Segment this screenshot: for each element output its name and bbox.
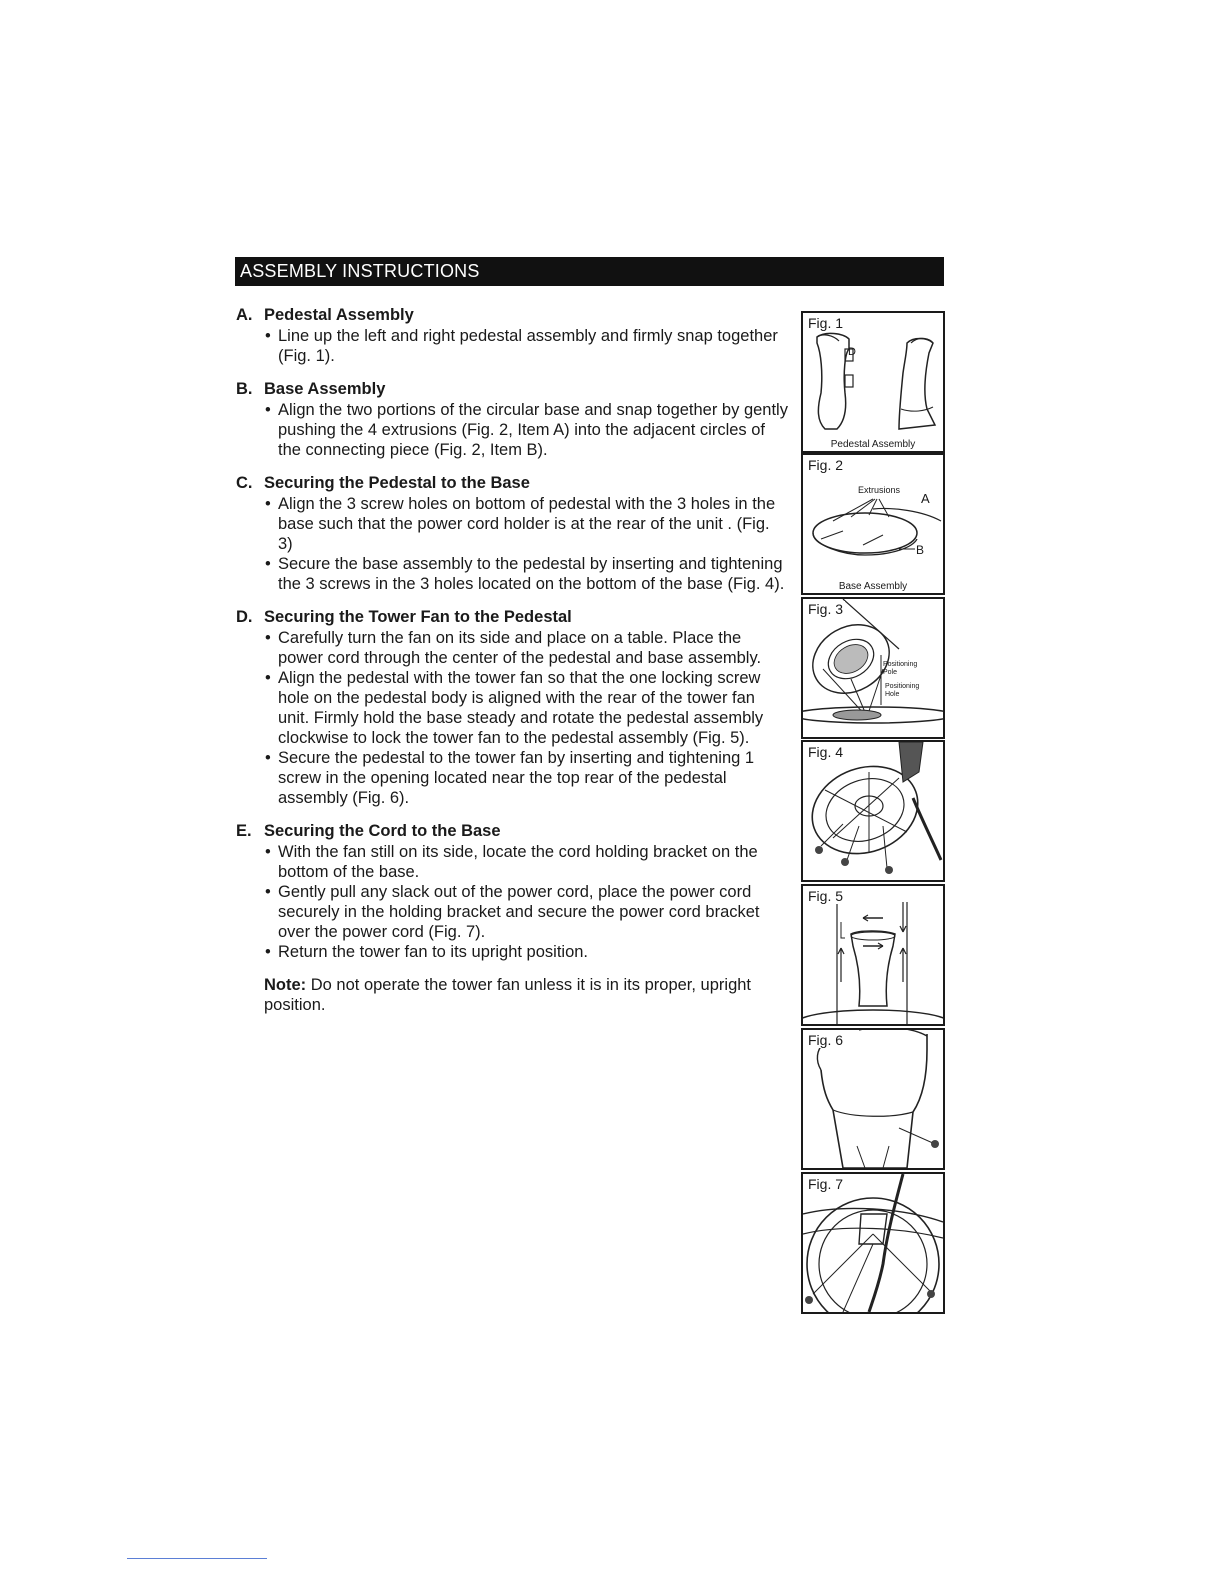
section-letter: B.: [236, 380, 253, 398]
cord-bracket-illustration: [803, 1174, 943, 1312]
figure-6: [801, 1028, 945, 1170]
instruction-item: • Gently pull any slack out of the power cord, place the power cord securely in the holding bracket and secure the power cord bracket over the power cord (Fig. 7).: [264, 882, 788, 942]
figure-5: [801, 884, 945, 1026]
screws-illustration: [803, 742, 943, 880]
figure-3: [801, 597, 945, 739]
section-heading: Securing the Cord to the Base: [264, 822, 501, 840]
section-letter: C.: [236, 474, 253, 492]
figure-label: Fig. 3: [808, 601, 844, 617]
instruction-item: • Secure the base assembly to the pedestal by inserting and tightening the 3 screws in the 3 holes located on the bottom of the base (Fig. 4).: [264, 554, 788, 594]
note-text: Do not operate the tower fan unless it is in its proper, upright position.: [264, 976, 752, 1014]
section-c: [236, 473, 788, 594]
base-illustration: [803, 455, 943, 593]
part-mark: D: [848, 346, 856, 358]
top-screw-illustration: [803, 1030, 943, 1168]
instruction-item: • Line up the left and right pedestal assembly and firmly snap together (Fig. 1).: [264, 326, 788, 366]
instruction-item: • With the fan still on its side, locate the cord holding bracket on the bottom of the base.: [264, 842, 788, 882]
footer-rule: [127, 1558, 267, 1559]
figure-1: [801, 311, 945, 453]
positioning-hole-callout: Positioning Hole: [885, 683, 920, 698]
figure-label: Fig. 5: [808, 888, 844, 904]
extrusions-callout: Extrusions: [858, 485, 901, 495]
item-b-callout: B: [916, 543, 925, 557]
pedestal-illustration: [803, 313, 943, 451]
section-letter: A.: [236, 306, 253, 324]
section-heading: Pedestal Assembly: [264, 306, 414, 324]
note-label: Note:: [264, 976, 307, 994]
figure-label: Fig. 7: [808, 1176, 844, 1192]
figure-caption: Base Assembly: [838, 581, 908, 592]
section-d: [236, 607, 788, 808]
section-b: [236, 379, 788, 460]
figure-7: [801, 1172, 945, 1314]
instruction-item: • Align the pedestal with the tower fan so that the one locking screw hole on the pedestal body is aligned with the rear of the tower fan unit. Firmly hold the base steady and rotate the pedestal assembly clockwise to lock the tower fan to the pedestal assembly (Fig. 5).: [264, 668, 788, 748]
figure-label: Fig. 2: [808, 457, 844, 473]
section-heading: Securing the Tower Fan to the Pedestal: [264, 608, 572, 626]
instruction-item: • Carefully turn the fan on its side and place on a table. Place the power cord through the center of the pedestal and base assembly.: [264, 628, 788, 668]
note: [236, 975, 788, 1015]
section-header-bar: [235, 257, 944, 286]
figure-2: [801, 453, 945, 595]
instruction-item: • Align the two portions of the circular base and snap together by gently pushing the 4 extrusions (Fig. 2, Item A) into the adjacent circles of the connecting piece (Fig. 2, Item B).: [264, 400, 788, 460]
rotate-lock-illustration: [803, 886, 943, 1024]
item-a-callout: A: [921, 491, 930, 506]
figure-label: Fig. 1: [808, 315, 844, 331]
instruction-item: • Secure the pedestal to the tower fan by inserting and tightening 1 screw in the opening located near the top rear of the pedestal assembly (Fig. 6).: [264, 748, 788, 808]
instruction-item: • Align the 3 screw holes on bottom of pedestal with the 3 holes in the base such that the power cord holder is at the rear of the unit . (Fig. 3): [264, 494, 788, 554]
instructions-body: [236, 305, 788, 1015]
section-a: [236, 305, 788, 366]
instruction-item: • Return the tower fan to its upright position.: [264, 942, 788, 962]
figure-caption: Pedestal Assembly: [830, 439, 916, 450]
figure-label: Fig. 4: [808, 744, 844, 760]
figure-4: [801, 740, 945, 882]
section-letter: E.: [236, 822, 252, 840]
figure-label: Fig. 6: [808, 1032, 844, 1048]
section-letter: D.: [236, 608, 253, 626]
section-e: [236, 821, 788, 962]
section-heading: Securing the Pedestal to the Base: [264, 474, 530, 492]
section-title: ASSEMBLY INSTRUCTIONS: [240, 261, 480, 281]
section-heading: Base Assembly: [264, 380, 386, 398]
positioning-pole-callout: Positioning Pole: [883, 661, 918, 676]
